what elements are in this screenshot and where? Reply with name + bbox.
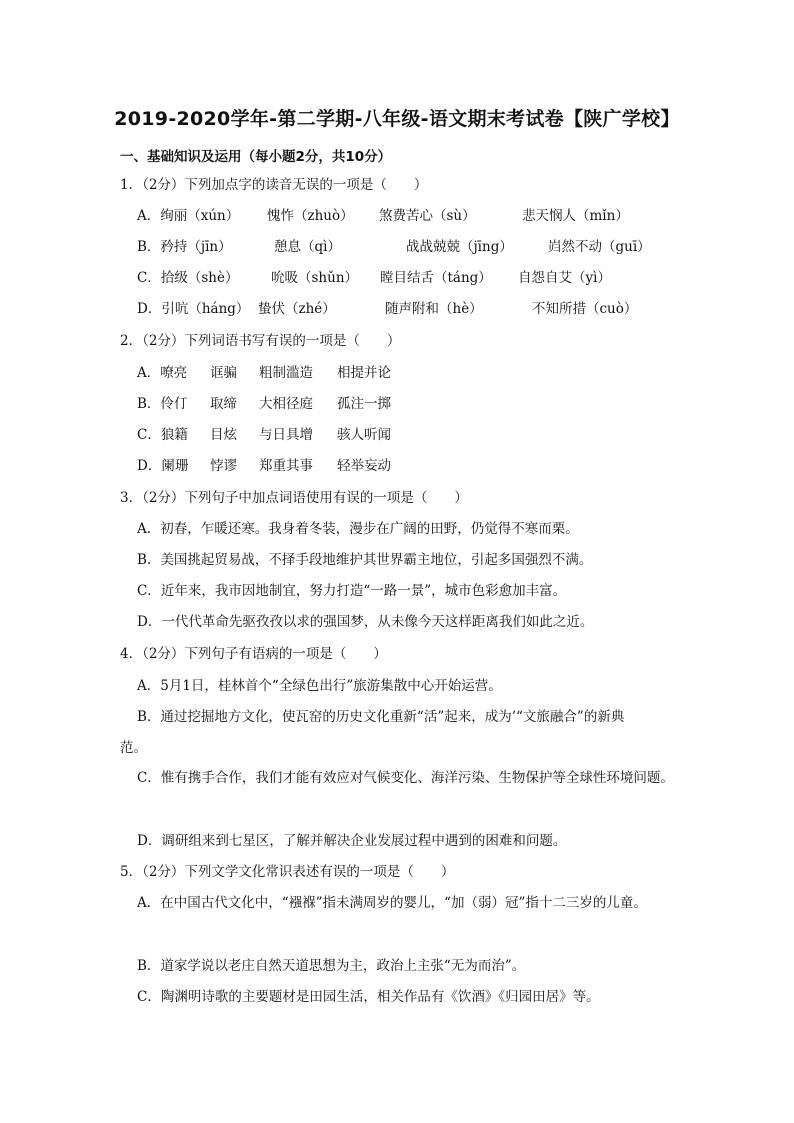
exam-title: 2019-2020学年-第二学期-八年级-语文期末考试卷【陕广学校】	[114, 108, 680, 130]
q1-option-a-3: 煞费苦心（sù）	[379, 208, 476, 224]
q1-option-c-4: 自怨自艾（yì）	[518, 270, 611, 286]
question-4-stem: 4．（2分）下列句子有语病的一项是（ ）	[120, 646, 387, 662]
q2-option-a-3: 粗制滥造	[259, 365, 313, 381]
q3-option-a: A．初春，乍暖还寒。我身着冬装，漫步在广阔的田野，仍觉得不寒而栗。	[137, 521, 579, 537]
q2-option-c-1: C．狼籍	[137, 427, 188, 443]
q2-option-a-4: 相提并论	[337, 365, 391, 381]
q2-option-d-2: 悖谬	[210, 458, 237, 474]
q1-option-b-1: B．矜持（jīn）	[137, 239, 232, 255]
q1-option-c-2: 吮吸（shǔn）	[271, 270, 359, 286]
q2-option-a-2: 诓骗	[210, 365, 237, 381]
q3-option-c: C．近年来，我市因地制宜，努力打造“一路一景”，城市色彩愈加丰富。	[137, 583, 567, 599]
q1-option-b-4: 岿然不动（guī）	[548, 239, 651, 255]
q2-option-d-1: D．阑珊	[137, 458, 189, 474]
q3-option-d: D．一代代革命先驱孜孜以求的强国梦，从未像今天这样距离我们如此之近。	[137, 614, 594, 630]
q4-option-b-continued: 范。	[120, 740, 147, 756]
q4-option-b: B．通过挖掘地方文化，使瓦窑的历史文化重新“活”起来，成为’“文旅融合”的新典	[137, 709, 625, 725]
q2-option-b-1: B．伶仃	[137, 396, 188, 412]
q4-option-a: A．5月1日，桂林首个“全绿色出行”旅游集散中心开始运营。	[137, 678, 502, 694]
question-1-stem: 1．（2分）下列加点字的读音无误的一项是（ ）	[120, 177, 428, 193]
q2-option-d-3: 郑重其事	[259, 458, 313, 474]
q1-option-d-2: 蛰伏（zhé）	[258, 301, 336, 317]
q2-option-b-2: 取缔	[210, 396, 237, 412]
q1-option-d-3: 随声附和（hè）	[385, 301, 483, 317]
q1-option-b-2: 憩息（qì）	[274, 239, 341, 255]
q5-option-b: B．道家学说以老庄自然天道思想为主，政治上主张“无为而治”。	[137, 958, 526, 974]
q5-option-c: C．陶渊明诗歌的主要题材是田园生活，相关作品有《饮酒》《归园田居》等。	[137, 989, 600, 1005]
q1-option-d-1: D．引吭（háng）	[137, 301, 250, 317]
q2-option-a-1: A．嘹亮	[137, 365, 188, 381]
question-3-stem: 3．（2分）下列句子中加点词语使用有误的一项是（ ）	[120, 490, 468, 506]
q1-option-b-3: 战战兢兢（jīng）	[406, 239, 513, 255]
q1-option-a-1: A．绚丽（xún）	[137, 208, 240, 224]
q2-option-c-3: 与日具增	[259, 427, 313, 443]
q2-option-b-3: 大相径庭	[259, 396, 313, 412]
question-5-stem: 5．（2分）下列文学文化常识表述有误的一项是（ ）	[120, 864, 455, 880]
q2-option-c-2: 目炫	[210, 427, 237, 443]
q1-option-a-2: 愧怍（zhuò）	[267, 208, 354, 224]
q2-option-b-4: 孤注一掷	[337, 396, 391, 412]
q4-option-c: C．惟有携手合作，我们才能有效应对气候变化、海洋污染、生物保护等全球性环境问题。	[137, 770, 674, 786]
section-heading: 一、基础知识及运用（每小题2分，共10分）	[120, 149, 392, 165]
q5-option-a: A．在中国古代文化中，“襁褓”指未满周岁的婴儿，“加（弱）冠”指十二三岁的儿童。	[137, 895, 647, 911]
q2-option-c-4: 骇人听闻	[337, 427, 391, 443]
q3-option-b: B．美国挑起贸易战，不择手段地维护其世界霸主地位，引起多国强烈不满。	[137, 552, 593, 568]
q1-option-c-3: 瞠目结舌（táng）	[380, 270, 492, 286]
q4-option-d: D．调研组来到七星区，了解并解决企业发展过程中遇到的困难和问题。	[137, 833, 567, 849]
q1-option-a-4: 悲天悯人（mǐn）	[522, 208, 629, 224]
question-2-stem: 2．（2分）下列词语书写有误的一项是（ ）	[120, 333, 401, 349]
q1-option-c-1: C．拾级（shè）	[137, 270, 239, 286]
q1-option-d-4: 不知所措（cuò）	[532, 301, 638, 317]
q2-option-d-4: 轻举妄动	[337, 458, 391, 474]
